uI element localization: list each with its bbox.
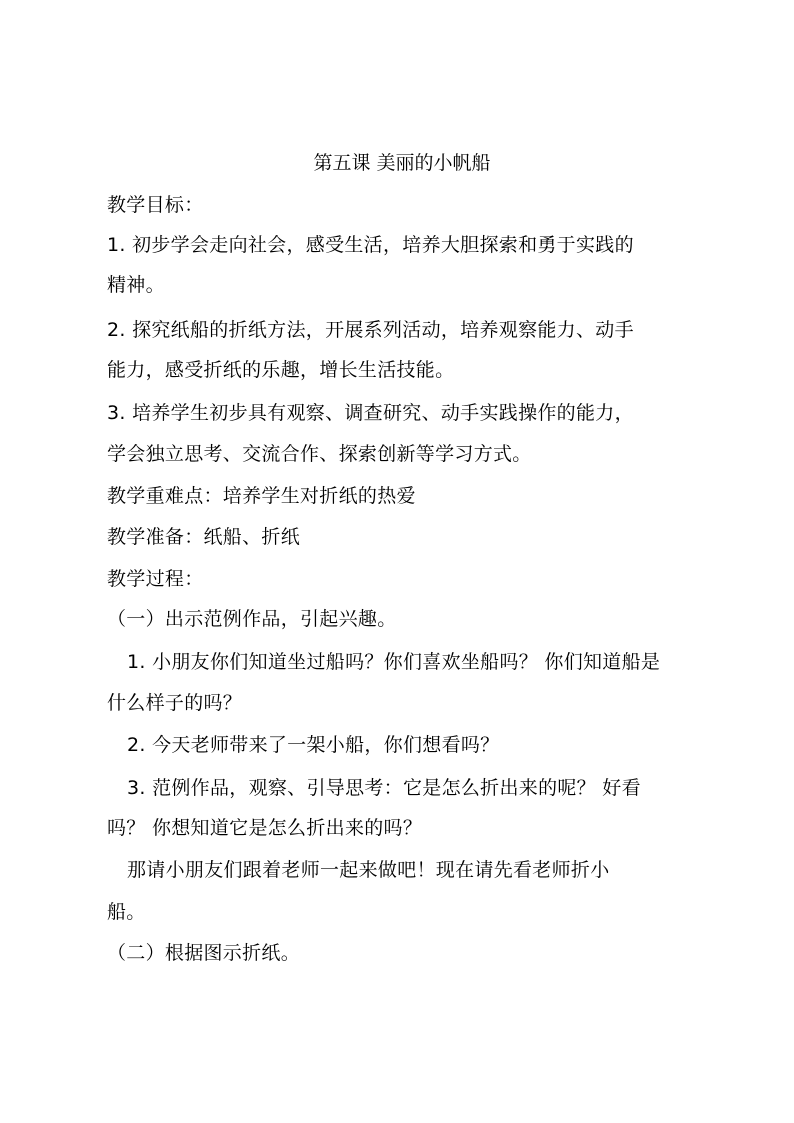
process-follow-line-1: 那请小朋友们跟着老师一起来做吧！现在请先看老师折小 — [127, 859, 610, 881]
section-heading-objectives: 教学目标： — [107, 194, 204, 216]
objective-3-line-2: 学会独立思考、交流合作、探索创新等学习方式。 — [107, 443, 532, 465]
process-step-1-heading: （一）出示范例作品，引起兴趣。 — [107, 608, 397, 630]
objective-2-line-2: 能力，感受折纸的乐趣，增长生活技能。 — [107, 359, 455, 381]
key-difficulties: 教学重难点：培养学生对折纸的热爱 — [107, 485, 416, 507]
objective-1-line-1: 1. 初步学会走向社会，感受生活，培养大胆探索和勇于实践的 — [107, 234, 634, 256]
section-heading-process: 教学过程： — [107, 568, 204, 590]
process-item-2: 2. 今天老师带来了一架小船，你们想看吗？ — [127, 734, 500, 756]
process-item-3-line-2: 吗？ 你想知道它是怎么折出来的吗？ — [107, 817, 423, 839]
objective-2-line-1: 2. 探究纸船的折纸方法，开展系列活动，培养观察能力、动手 — [107, 319, 634, 341]
process-item-1-line-1: 1. 小朋友你们知道坐过船吗？你们喜欢坐船吗？ 你们知道船是 — [127, 651, 661, 673]
process-step-2-heading: （二）根据图示折纸。 — [107, 942, 301, 964]
process-follow-line-2: 船。 — [107, 901, 146, 923]
teaching-preparation: 教学准备：纸船、折纸 — [107, 526, 301, 548]
lesson-title: 第五课 美丽的小帆船 — [313, 152, 491, 174]
objective-1-line-2: 精神。 — [107, 274, 165, 296]
process-item-1-line-2: 什么样子的吗？ — [107, 692, 243, 714]
process-item-3-line-1: 3. 范例作品，观察、引导思考：它是怎么折出来的呢？ 好看 — [127, 777, 641, 799]
objective-3-line-1: 3. 培养学生初步具有观察、调查研究、动手实践操作的能力， — [107, 402, 634, 424]
